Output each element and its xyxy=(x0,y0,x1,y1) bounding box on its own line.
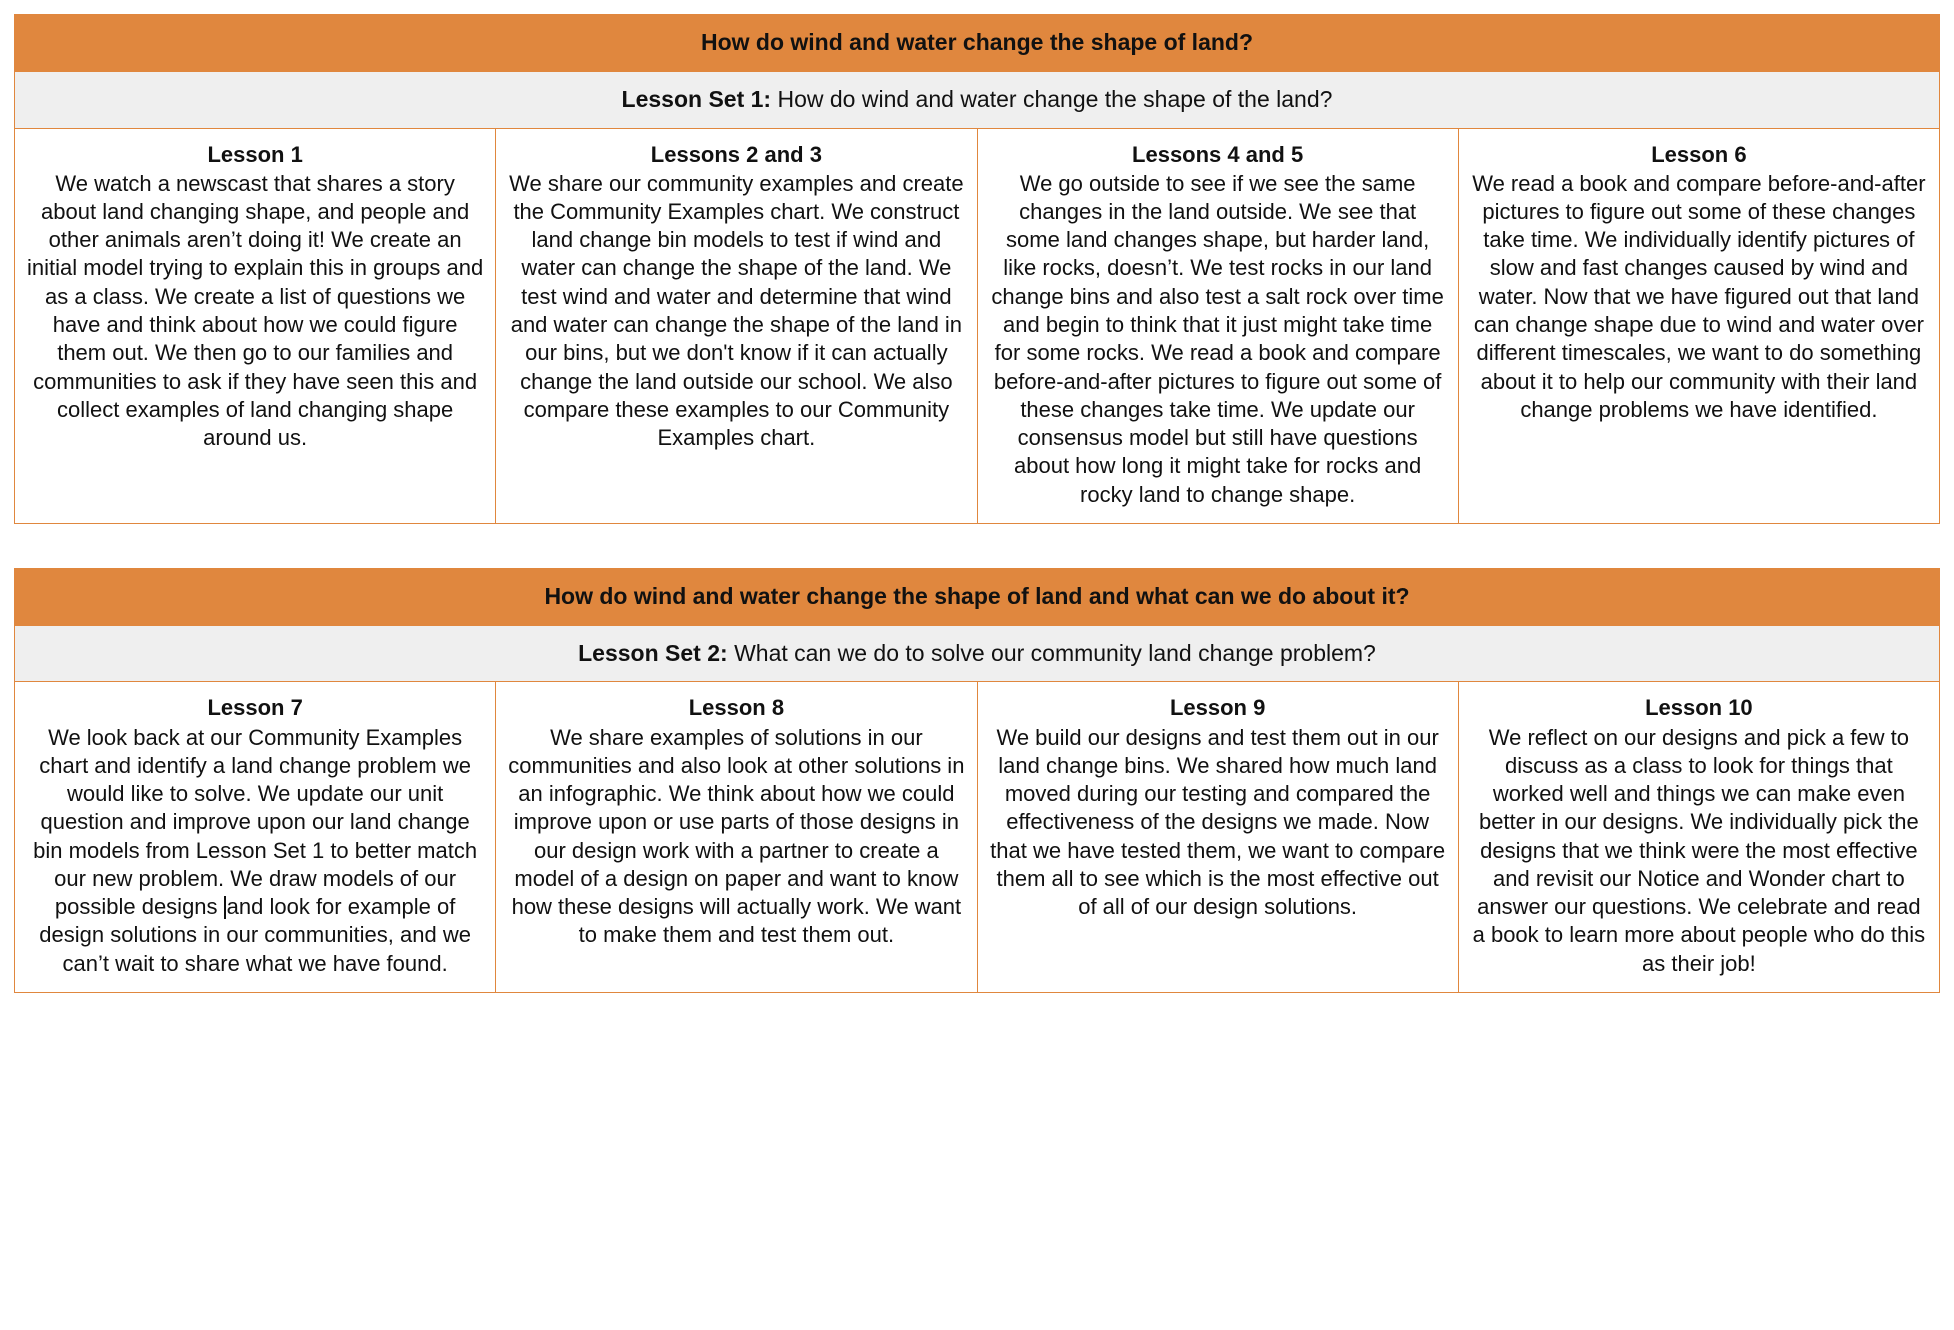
lesson-card-body[interactable] xyxy=(27,724,483,978)
lesson-card-title: Lessons 4 and 5 xyxy=(1132,141,1304,167)
lesson-card-4-5 xyxy=(978,129,1459,523)
text-cursor xyxy=(224,896,226,919)
lesson-card-body: We build our designs and test them out in our land change bins. We shared how much land moved during our testing and compared the effectiveness of the designs we made. Now that we have tested them, we want to compare them all to see which is the most effective out of all of our design solutions. xyxy=(990,724,1446,920)
lesson-set-banner-1 xyxy=(15,72,1939,129)
lesson-card-6 xyxy=(1459,129,1939,523)
lesson-card-10 xyxy=(1459,682,1939,992)
lesson-card-2-3 xyxy=(496,129,977,523)
lesson-card-title: Lesson 9 xyxy=(1169,695,1266,721)
lesson-card-body-after-cursor: and look for example of design solutions in our communities, and we can’t wait to share what we have found. xyxy=(39,894,471,976)
lesson-columns-1 xyxy=(15,129,1939,523)
driving-question-banner-1: How do wind and water change the shape of land? xyxy=(15,15,1939,72)
lesson-card-body: We read a book and compare before-and-after pictures to figure out some of these changes take time. We individually identify pictures of slow and fast changes caused by wind and water. Now that we have figured out that land can change shape due to wind and water over different timescales, we want to do something about it to help our community with their land change problems we have identified. xyxy=(1472,170,1926,422)
driving-question-banner-2: How do wind and water change the shape of land and what can we do about it? xyxy=(15,569,1939,626)
lesson-card-title: Lesson 8 xyxy=(688,695,785,721)
lesson-card-body: We watch a newscast that shares a story about land changing shape, and people and other animals aren’t doing it! We create an initial model trying to explain this in groups and as a class. We create a list of questions we have and think about how we could figure them out. We then go to our families and communities to ask if they have seen this and collect examples of land changing shape around us. xyxy=(27,170,484,451)
lesson-card-1 xyxy=(15,129,496,523)
lesson-set-label-1: Lesson Set 1: xyxy=(621,85,772,112)
lesson-card-8 xyxy=(496,682,977,992)
table-spacer xyxy=(14,524,1940,568)
lesson-card-body-before-cursor: We look back at our Community Examples chart and identify a land change problem we would like to solve. We update our unit question and improve upon our land change bin models from Lesson Set 1 to better match our new problem. We draw models of our possible designs xyxy=(33,724,478,920)
lesson-set-question-text-2: What can we do to solve our community land change problem? xyxy=(734,639,1376,666)
lesson-card-body: We share our community examples and create the Community Examples chart. We construct land change bin models to test if wind and water can change the shape of the land. We test wind and water and determine that wind and water can change the shape of the land in our bins, but we don't know if it can actually change the land outside our school. We also compare these examples to our Community Examples chart. xyxy=(509,170,964,451)
lesson-card-body: We reflect on our designs and pick a few to discuss as a class to look for things that worked well and things we can make even better in our designs. We individually pick the designs that we think were the most effective and revisit our Notice and Wonder chart to answer our questions. We celebrate and read a book to learn more about people who do this as their job! xyxy=(1472,724,1926,976)
lesson-card-title: Lesson 1 xyxy=(207,141,303,167)
lesson-set-banner-2 xyxy=(15,626,1939,683)
lesson-card-7[interactable] xyxy=(15,682,496,992)
lesson-card-title: Lesson 7 xyxy=(207,695,303,721)
lesson-card-title: Lesson 6 xyxy=(1651,141,1747,167)
lesson-set-question-text-1: How do wind and water change the shape of the land? xyxy=(777,85,1333,112)
lesson-card-title: Lessons 2 and 3 xyxy=(650,141,822,167)
lesson-card-9 xyxy=(978,682,1459,992)
lesson-set-label-2: Lesson Set 2: xyxy=(578,639,728,666)
lesson-card-body: We share examples of solutions in our communities and also look at other solutions in an infographic. We think about how we could improve upon or use parts of those designs in our design work with a partner to create a model of a design on paper and want to know how these designs will actually work. We want to make them and test them out. xyxy=(508,724,965,948)
lesson-columns-2 xyxy=(15,682,1939,992)
lesson-card-body: We go outside to see if we see the same changes in the land outside. We see that some land changes shape, but harder land, like rocks, doesn’t. We test rocks in our land change bins and also test a salt rock over time and begin to think that it just might take time for some rocks. We read a book and compare before-and-after pictures to figure out some of these changes take time. We update our consensus model but still have questions about how long it might take for rocks and rocky land to change shape. xyxy=(991,170,1444,507)
lesson-card-title: Lesson 10 xyxy=(1645,695,1753,721)
lesson-set-2-table xyxy=(14,568,1940,993)
lesson-set-1-table xyxy=(14,14,1940,524)
